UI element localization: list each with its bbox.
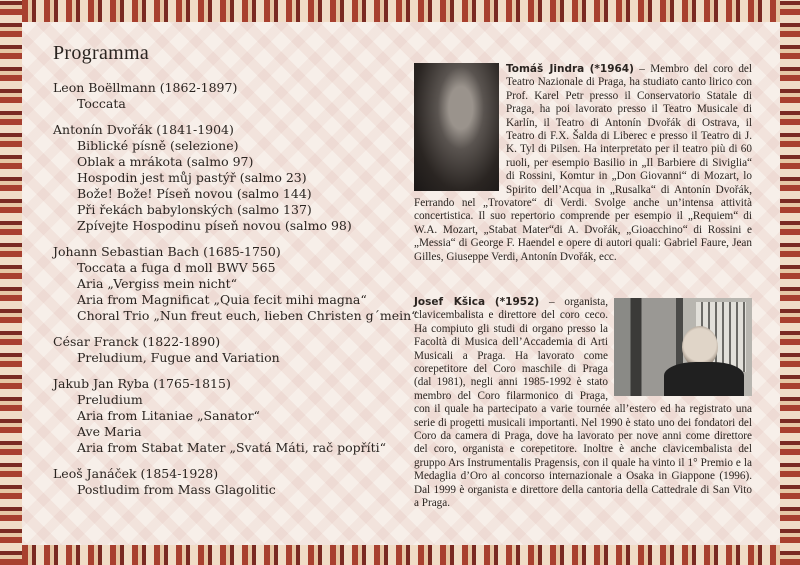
work-title: Bože! Bože! Píseň novou (salmo 144): [77, 186, 312, 201]
work-title: Aria from Litaniae „Sanator“: [77, 408, 260, 423]
photo-spacer: [414, 63, 506, 191]
work-title: Preludium, Fugue and Variation: [77, 350, 280, 365]
works-list: [77, 482, 403, 498]
works-list: [77, 392, 403, 456]
works-list: [77, 260, 418, 324]
program-group: [53, 334, 403, 366]
bio-jindra: [414, 63, 752, 264]
program-list: [53, 80, 418, 508]
work-title: Toccata: [77, 96, 126, 111]
composer-name: Johann Sebastian Bach (1685-1750): [53, 244, 281, 259]
bio-years: (*1964): [589, 63, 634, 75]
work-title: Hospodin jest můj pastýř (salmo 23): [77, 170, 307, 185]
work-title: Aria „Vergiss mein nicht“: [77, 276, 238, 291]
page-title: Programma: [53, 42, 150, 64]
bio-ksica: [414, 296, 752, 511]
bio-name: Josef Kšica: [414, 296, 486, 308]
work-title: Oblak a mrákota (salmo 97): [77, 154, 254, 169]
work-title: Aria from Stabat Mater „Svatá Máti, rač popříti“: [77, 440, 387, 455]
program-group: [53, 122, 403, 234]
decorative-border-left: [0, 0, 22, 565]
composer-name: Antonín Dvořák (1841-1904): [53, 122, 234, 137]
work-title: Preludium: [77, 392, 143, 407]
work-title: Zpívejte Hospodinu píseň novou (salmo 98): [77, 218, 352, 233]
bio-name: Tomáš Jindra: [506, 63, 585, 75]
decorative-border-right: [780, 0, 800, 565]
composer-name: Jakub Jan Ryba (1765-1815): [53, 376, 231, 391]
works-list: [77, 350, 403, 366]
composer-name: César Franck (1822-1890): [53, 334, 221, 349]
bio-body: – organista, clavicembalista e direttore del coro ceco. Ha compiuto gli studi di organo presso la Facoltà di Musica dell’Accademia di Arti Musicali a Praga. Ha lavorato come corepetitore del Coro maschile di Praga (dal 1981), negli anni 1985-1992 è stato membro del Coro filarmonico di Praga, con il quale ha partecipato a varie tournée all’estero ed ha registrato una serie di progetti musicali importanti. Nel 1990 è stato uno dei fondatori del Coro da camera di Praga, dove ha lavorato per nove anni come direttore del coro, organista e corepetitore. Inoltre è anche clavicembalista del gruppo Ars Instrumentalis Pragensis, con il quale ha vinto il 1° Premio e la Medaglia d’Oro al concorso internazionale a Osaka in Giappone (1996). Dal 1999 è organista e direttore della cantoria della Cattedrale di San Vito a Praga.: [414, 296, 752, 510]
photo-spacer: [608, 296, 752, 396]
decorative-border-bottom: [0, 545, 800, 565]
work-title: Choral Trio „Nun freut euch, lieben Christen g´mein“: [77, 308, 418, 323]
works-list: [77, 96, 403, 112]
composer-name: Leon Boëllmann (1862-1897): [53, 80, 238, 95]
work-title: Postludim from Mass Glagolitic: [77, 482, 276, 497]
decorative-border-top: [0, 0, 800, 22]
work-title: Biblické písně (selezione): [77, 138, 239, 153]
program-group: [53, 244, 418, 324]
work-title: Toccata a fuga d moll BWV 565: [77, 260, 276, 275]
program-group: [53, 376, 403, 456]
works-list: [77, 138, 403, 234]
bio-body: – Membro del coro del Teatro Nazionale di Praga, ha studiato canto lirico con Prof. Karel Petr presso il Conservatorio Statale di Praga, ha poi lavorato presso il Teatro Musicale di Karlín, il Teatro di Antonín Dvořák di Ostrava, il Teatro di F.X. Šalda di Liberec e presso il Teatro di J. K. Tyl di Pilsen. Ha interpretato per il teatro più di 60 ruoli, per esempio Basilio in „Il Barbiere di Siviglia“ di Rossini, Komtur in „Don Giovanni“ di Mozart, lo Spirito dell’Acqua in „Rusalka“ di Antonín Dvořák, Ferrando nel „Trovatore“ di Verdi. Svolge anche un’intensa attività concertistica. Il suo repertorio comprende per esempio il „Requiem“ di W.A. Mozart, „Stabat Mater“di A. Dvořák, „Gioacchino“ di Rossini e „Messia“ di George F. Haendel e opere di autori quali: Gabriel Faure, Jean Gilles, Giuseppe Verdi, Antonín Dvořák, ecc.: [414, 63, 752, 263]
composer-name: Leoš Janáček (1854-1928): [53, 466, 219, 481]
program-group: [53, 80, 403, 112]
work-title: Při řekách babylonských (salmo 137): [77, 202, 312, 217]
work-title: Ave Maria: [77, 424, 142, 439]
program-group: [53, 466, 403, 498]
work-title: Aria from Magnificat „Quia fecit mihi magna“: [77, 292, 367, 307]
bio-years: (*1952): [494, 296, 540, 308]
